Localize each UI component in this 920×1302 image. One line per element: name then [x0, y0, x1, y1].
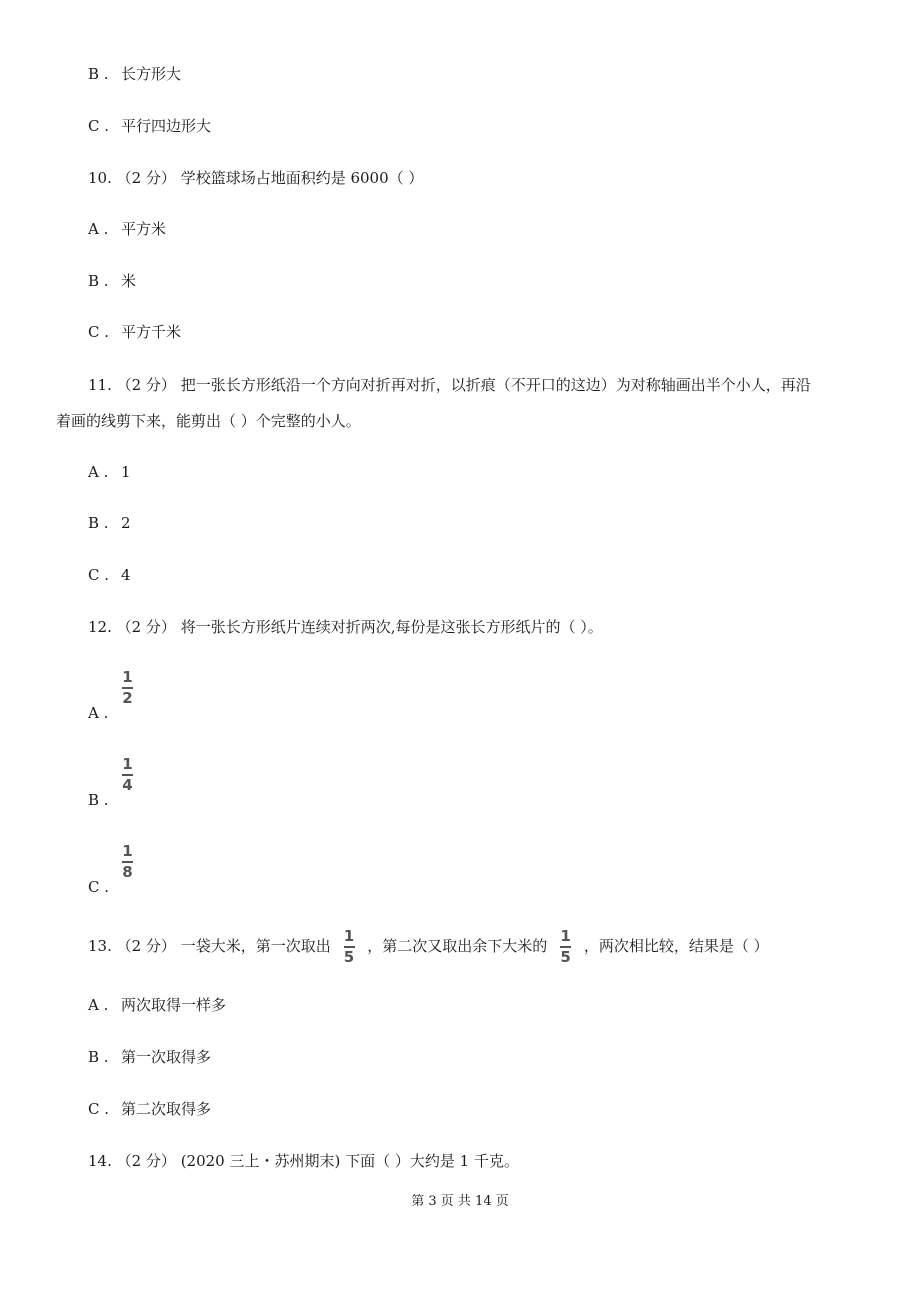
- option-label: A .: [88, 704, 109, 722]
- option-10b: [88, 271, 136, 291]
- denominator: 4: [122, 776, 133, 794]
- option-text: 第一次取得多: [121, 1048, 212, 1066]
- page-footer: 第 3 页 共 14 页: [411, 1194, 509, 1209]
- option-label: C .: [88, 117, 110, 135]
- option-label: A .: [88, 220, 109, 238]
- fraction: [122, 844, 133, 880]
- option-text: 第二次取得多: [121, 1100, 212, 1118]
- option-label: C .: [88, 566, 110, 584]
- option-11c: [88, 565, 131, 585]
- denominator: 5: [343, 948, 355, 966]
- option-10c: [88, 322, 181, 342]
- option-label: B .: [88, 1048, 109, 1066]
- fraction: [122, 757, 133, 793]
- option-13b: [88, 1047, 211, 1067]
- option-text: 两次取得一样多: [121, 996, 227, 1014]
- option-label: B .: [88, 791, 109, 809]
- denominator: 8: [122, 863, 133, 881]
- option-13a: [88, 995, 226, 1015]
- numerator: 1: [122, 755, 133, 773]
- question-12: 12. （2 分） 将一张长方形纸片连续对折两次,每份是这张长方形纸片的（ ）。: [88, 618, 603, 636]
- fraction: [122, 670, 133, 706]
- numerator: 1: [122, 668, 133, 686]
- question-13: [88, 926, 769, 966]
- denominator: 2: [122, 689, 133, 707]
- fraction: [344, 929, 355, 965]
- option-text: 平方千米: [121, 323, 182, 341]
- option-text: 平方米: [121, 220, 167, 238]
- option-13c: [88, 1099, 211, 1119]
- numerator: 1: [343, 927, 355, 945]
- option-11a: [88, 462, 131, 482]
- option-label: B .: [88, 65, 109, 83]
- option-9c: [88, 116, 211, 136]
- denominator: 5: [560, 948, 571, 966]
- question-11-line-2: 着画的线剪下来，能剪出（ ）个完整的小人。: [56, 412, 361, 430]
- question-13-post: ，两次相比较，结果是（ ）: [583, 937, 769, 955]
- option-label: B .: [88, 272, 109, 290]
- option-label: C .: [88, 878, 110, 896]
- option-label: B .: [88, 514, 109, 532]
- question-11-line-1: 11. （2 分） 把一张长方形纸沿一个方向对折再对折，以折痕（不开口的这边）为对称轴画出半个小人，再沿: [88, 376, 811, 394]
- option-text: 平行四边形大: [121, 117, 212, 135]
- numerator: 1: [122, 842, 133, 860]
- option-label: A .: [88, 463, 109, 481]
- question-13-pre: 13. （2 分） 一袋大米，第一次取出: [88, 937, 331, 955]
- option-10a: [88, 219, 166, 239]
- option-text: 长方形大: [121, 65, 182, 83]
- option-label: C .: [88, 323, 110, 341]
- option-9b: [88, 64, 181, 84]
- question-14: 14. （2 分） (2020 三上・苏州期末) 下面（ ）大约是 1 千克。: [88, 1152, 519, 1170]
- option-label: A .: [88, 996, 109, 1014]
- option-text: 米: [121, 272, 137, 290]
- fraction: [560, 929, 571, 965]
- question-13-mid: ，第二次又取出余下大米的: [367, 937, 548, 955]
- option-text: 2: [121, 514, 131, 532]
- option-text: 1: [121, 463, 131, 481]
- option-label: C .: [88, 1100, 110, 1118]
- option-text: 4: [121, 566, 131, 584]
- numerator: 1: [560, 927, 571, 945]
- question-10: 10. （2 分） 学校篮球场占地面积约是 6000（ ）: [88, 169, 424, 187]
- option-11b: [88, 513, 131, 533]
